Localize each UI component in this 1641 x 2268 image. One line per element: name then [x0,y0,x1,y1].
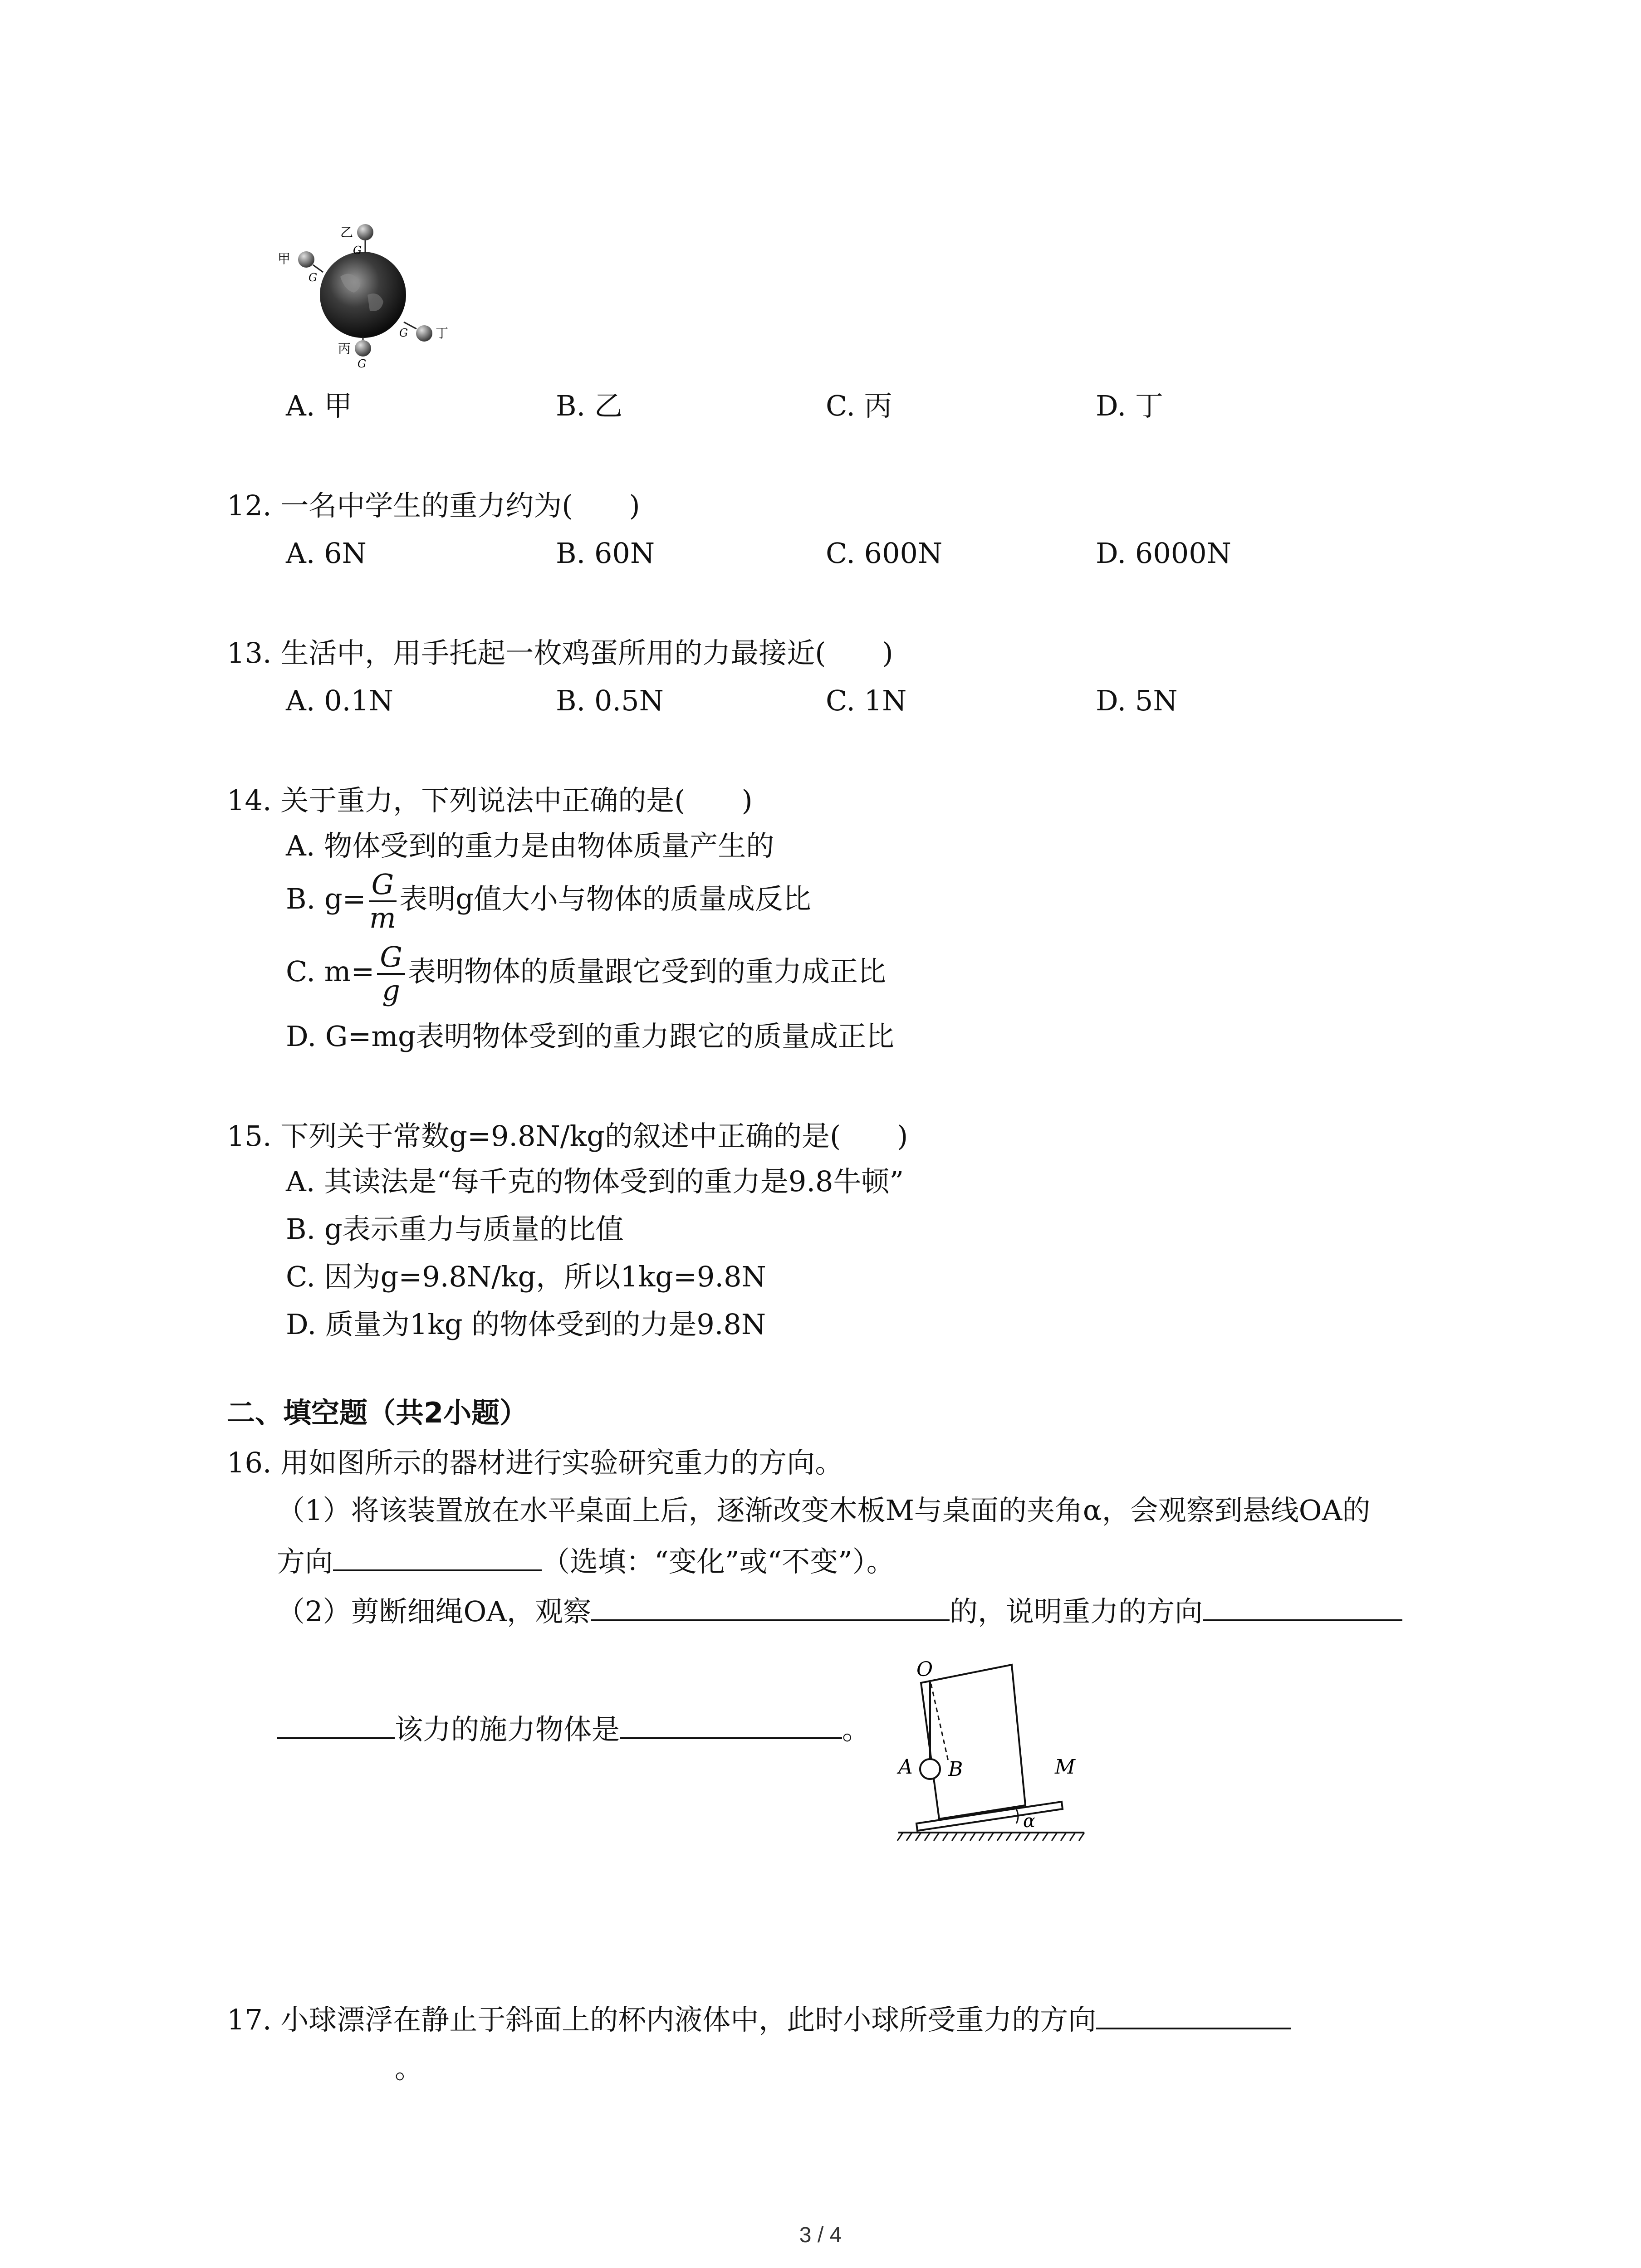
q16-part2-mid: 的，说明重力的方向 [950,1595,1203,1628]
figure-alpha: α [1023,1811,1036,1832]
q16-part2-prefix: （2）剪断细绳OA，观察 [277,1595,592,1628]
q15-option-a: A. 其读法是“每千克的物体受到的重力是9.8牛顿” [286,1165,904,1198]
ball-a [920,1759,940,1779]
q13-stem: 13. 生活中，用手托起一枚鸡蛋所用的力最接近( ) [227,636,893,670]
q16-stem: 16. 用如图所示的器材进行实验研究重力的方向。 [227,1446,843,1479]
q11-option-c: C. 丙 [826,389,892,422]
q11-option-a: A. 甲 [286,389,353,422]
q14-option-d: D. G=mg表明物体受到的重力跟它的质量成正比 [286,1020,894,1053]
figure-b: B [948,1758,963,1781]
q17-line [227,2000,1291,2038]
q15-option-c: C. 因为g=9.8N/kg，所以1kg=9.8N [286,1260,766,1293]
q14-option-c [286,941,886,1007]
q14-option-a: A. 物体受到的重力是由物体质量产生的 [286,829,774,862]
figure-a: A [898,1755,913,1779]
earth-gravity-figure [272,218,463,372]
q14-b-suffix: 表明g值大小与物体的质量成反比 [399,882,811,916]
q12-option-b: B. 60N [556,537,655,570]
q14-c-den: g [382,974,400,1007]
q12-option-c: C. 600N [826,537,943,570]
q16-part3-line [277,1710,870,1748]
q14-stem: 14. 关于重力，下列说法中正确的是( ) [227,784,753,817]
q15-option-d: D. 质量为1kg 的物体受到的力是9.8N [286,1308,766,1341]
ball-yi [357,224,373,240]
q13-option-d: D. 5N [1096,684,1178,717]
g-label-ding: G [399,327,408,339]
q14-b-num: G [369,869,397,902]
q16-part1-prefix: 方向 [277,1545,333,1578]
q16-blank-2[interactable] [591,1592,950,1621]
label-ding: 丁 [436,326,449,341]
figure-o: O [916,1658,933,1681]
q16-apparatus-figure [880,1633,1107,1846]
q12-stem: 12. 一名中学生的重力约为( ) [227,489,640,522]
q14-c-prefix: C. m= [286,955,375,988]
label-bing: 丙 [338,341,351,356]
q16-blank-1[interactable] [333,1542,542,1571]
earth-globe [320,252,406,338]
q16-part1-suffix: （选填：“变化”或“不变”）。 [542,1545,895,1578]
q12-option-a: A. 6N [286,537,367,570]
q13-option-a: A. 0.1N [286,684,394,717]
q14-b-den: m [369,901,396,934]
q17-blank[interactable] [1096,2000,1291,2029]
g-label-bing: G [358,357,367,370]
q15-option-b: B. g表示重力与质量的比值 [286,1212,624,1246]
q16-blank-4[interactable] [277,1710,395,1739]
section-2-title: 二、填空题（共2小题） [227,1396,528,1429]
q16-part2-line [277,1592,1402,1630]
q13-option-c: C. 1N [826,684,907,717]
ball-bing [355,340,371,357]
q14-option-b [286,869,811,934]
g-label-yi: G [353,244,362,257]
q16-part1-line1: （1）将该装置放在水平桌面上后，逐渐改变木板M与桌面的夹角α，会观察到悬线OA的 [277,1494,1371,1527]
q16-blank-3[interactable] [1203,1592,1402,1621]
ball-ding [416,325,432,342]
q17-end: 。 [395,2052,423,2085]
q14-b-prefix: B. g= [286,882,366,916]
frame-board [921,1665,1025,1819]
q14-c-fraction [377,941,405,1007]
q15-stem: 15. 下列关于常数g=9.8N/kg的叙述中正确的是( ) [227,1119,908,1153]
page-number: 3 / 4 [799,2223,842,2247]
g-label-jia: G [309,271,318,284]
q11-option-d: D. 丁 [1096,389,1163,422]
q16-part3-suffix: 。 [842,1713,871,1746]
q14-b-fraction [369,869,397,934]
label-yi: 乙 [340,225,353,240]
q14-c-suffix: 表明物体的质量跟它受到的重力成正比 [407,955,886,988]
figure-m: M [1055,1755,1076,1779]
ball-jia [298,251,314,268]
q16-part3-prefix: 该力的施力物体是 [395,1713,620,1746]
q16-blank-5[interactable] [620,1710,842,1739]
q16-part1-line2 [277,1542,895,1580]
q17-stem: 17. 小球漂浮在静止于斜面上的杯内液体中，此时小球所受重力的方向 [227,2003,1097,2036]
q11-option-b: B. 乙 [556,389,622,422]
q12-option-d: D. 6000N [1096,537,1231,570]
q13-option-b: B. 0.5N [556,684,664,717]
q14-c-num: G [377,941,405,975]
label-jia: 甲 [278,251,291,266]
